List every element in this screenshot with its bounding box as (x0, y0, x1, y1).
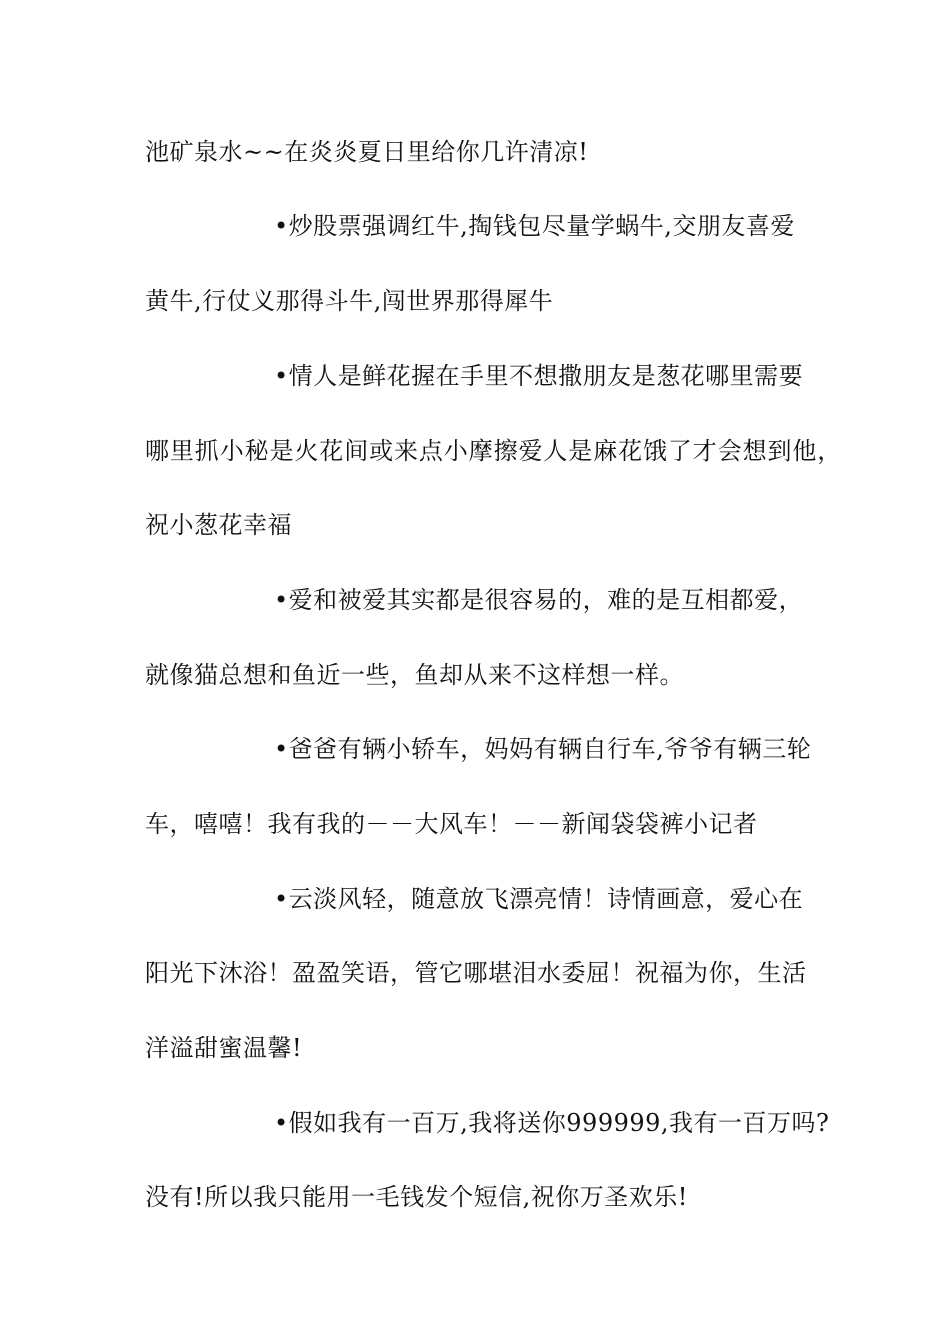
bullet-paragraph-line: •爱和被爱其实都是很容易的，难的是互相都爱， (274, 586, 804, 614)
text-line: 车，嘻嘻！我有我的－－大风车！－－新闻袋袋裤小记者 (145, 810, 758, 838)
text-line: 哪里抓小秘是火花间或来点小摩擦爱人是麻花饿了才会想到他， (145, 437, 843, 465)
bullet-paragraph-line: •爸爸有辆小轿车，妈妈有辆自行车,爷爷有辆三轮 (274, 735, 812, 763)
bullet-paragraph-line: •炒股票强调红牛,掏钱包尽量学蜗牛,交朋友喜爱 (274, 212, 795, 240)
text-line: 池矿泉水~~在炎炎夏日里给你几许清凉! (145, 138, 589, 166)
text-line: 祝小葱花幸福 (145, 511, 292, 539)
text-line: 黄牛,行仗义那得斗牛,闯世界那得犀牛 (145, 287, 554, 315)
bullet-paragraph-line: •情人是鲜花握在手里不想撒朋友是葱花哪里需要 (274, 362, 804, 390)
text-line: 阳光下沐浴！盈盈笑语，管它哪堪泪水委屈！祝福为你，生活 (145, 959, 807, 987)
text-line: 就像猫总想和鱼近一些，鱼却从来不这样想一样。 (145, 661, 684, 689)
text-line: 洋溢甜蜜温馨! (145, 1034, 303, 1062)
bullet-paragraph-line: •云淡风轻，随意放飞漂亮情！诗情画意，爱心在 (274, 885, 804, 913)
text-line: 没有!所以我只能用一毛钱发个短信,祝你万圣欢乐! (145, 1183, 688, 1211)
bullet-paragraph-line: •假如我有一百万,我将送你999999,我有一百万吗? (274, 1109, 830, 1137)
